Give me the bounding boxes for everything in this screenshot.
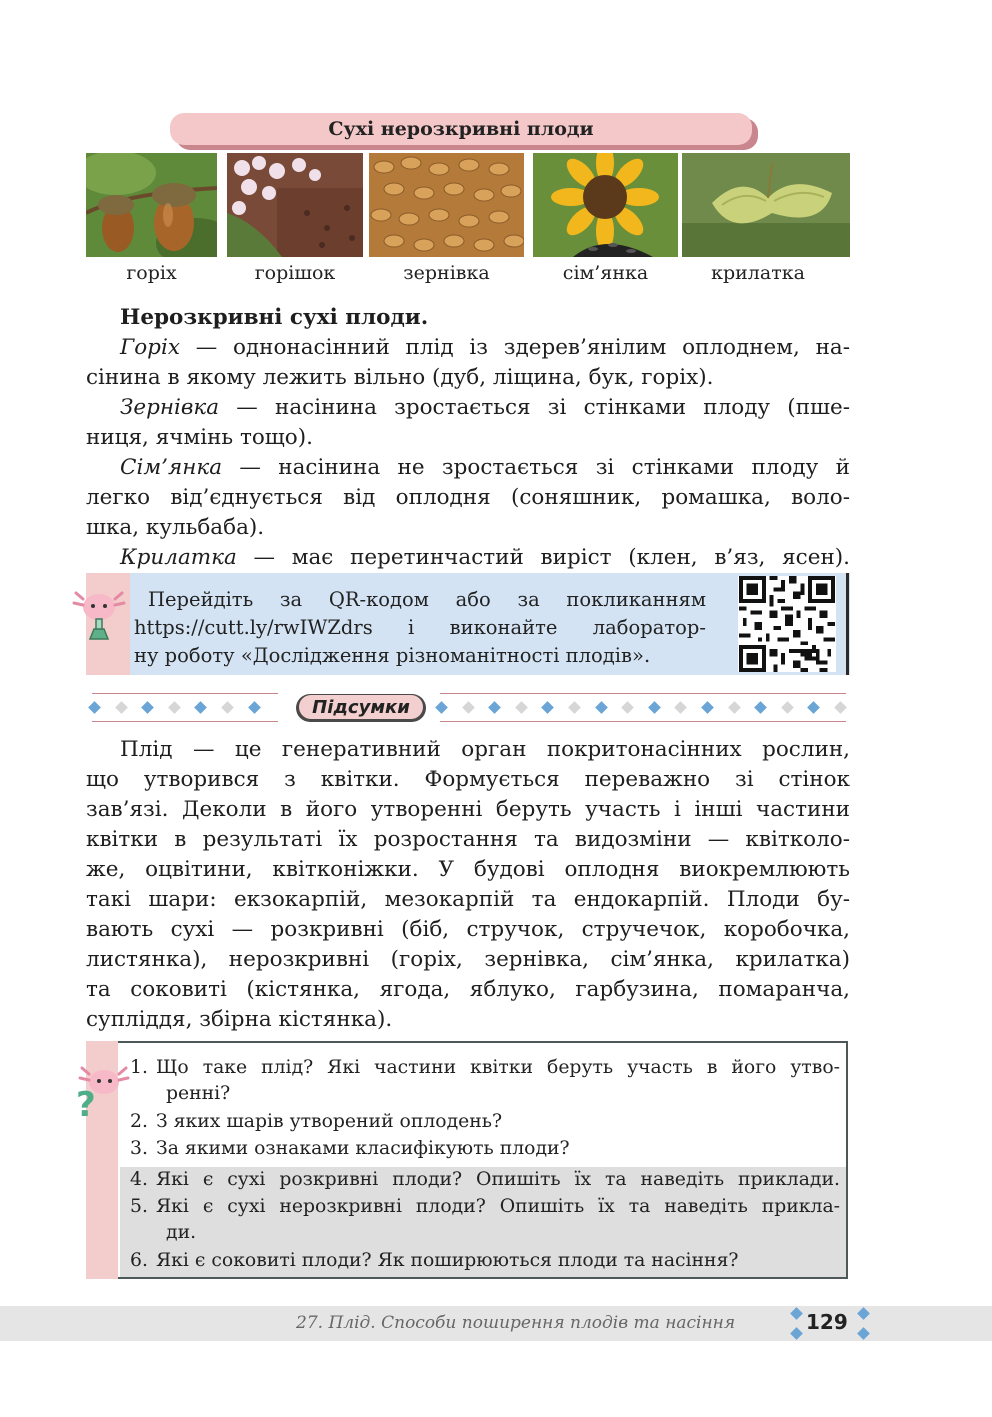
question-5: 5. Які є сухі нерозкривні плоди? Опишіть їх та наведіть прикла- [130,1196,840,1217]
divider-diamond [515,701,528,714]
summary-line: листянка), нерозкривні (горіх, зернівка, сім’янка, крилатка) [86,947,850,972]
definition-nut-cont: сінина в якому лежить вільно (дуб, ліщина, бук, горіх). [86,365,714,390]
photo-acorn [86,153,217,257]
photo-samara [682,153,850,257]
divider-diamond [834,701,847,714]
qr-line-1: Перейдіть за QR-кодом або за покликанням [148,588,706,611]
qr-line-3: ну роботу «Дослідження різноманітності плодів». [134,644,651,667]
summary-line: зав’язі. Деколи в його утворенні беруть участь і інші частини [86,797,850,822]
caption-samara: крилатка [711,262,805,284]
divider-line [92,693,278,694]
photo-buckwheat [227,153,363,257]
divider-diamond [88,701,101,714]
footer-chapter-title: 27. Плід. Способи поширення плодів та насіння [296,1313,736,1333]
divider-diamond [488,701,501,714]
divider-diamond [621,701,634,714]
definition-achene: Сім’янка — насінина не зростається зі стінками плоду й [120,455,850,480]
summary-line: же, оцвітини, квітконіжки. У будові оплодня виокремлюють [86,857,850,882]
divider-diamond [168,701,181,714]
definitions-heading: Нерозкривні сухі плоди. [120,305,429,330]
summary-line: що утворився з квітки. Формується переважно зі стінок [86,767,850,792]
definition-achene-cont: легко від’єднується від оплодня (соняшник, ромашка, воло- [86,485,850,510]
divider-diamond [115,701,128,714]
question-1: 1. Що таке плід? Які частини квітки беруть участь в його утво- [130,1057,840,1078]
question-5-cont: ди. [166,1222,197,1243]
summary-line: квітки в результаті їх розростання та видозміни — квітколо- [86,827,850,852]
caption-small-nut: горішок [254,262,336,284]
divider-diamond [674,701,687,714]
divider-diamond [701,701,714,714]
question-4: 4. Які є сухі розкривні плоди? Опишіть їх та наведіть приклади. [130,1169,840,1190]
question-2: 2. З яких шарів утворений оплодень? [130,1111,503,1132]
axolotl-question-icon [70,1062,130,1122]
divider-diamond [595,701,608,714]
divider-diamond [648,701,661,714]
divider-diamond [221,701,234,714]
svg-text:?: ? [76,1085,96,1122]
caption-grain: зернівка [403,262,490,284]
summary-line: супліддя, збірна кістянка). [86,1007,393,1032]
summary-line: Плід — це генеративний орган покритонасінних рослин, [120,737,850,762]
summary-line: та соковиті (кістянка, ягода, яблуко, гарбузина, помаранча, [86,977,850,1002]
divider-line [440,693,846,694]
qr-block-edge [846,573,849,675]
definition-samara: Крилатка — має перетинчастий виріст (клен, в’яз, ясен). [120,545,850,570]
definition-achene-cont2: шка, кульбаба). [86,515,265,540]
question-6: 6. Які є соковиті плоди? Як поширюються плоди та насіння? [130,1250,739,1271]
axolotl-lab-icon [70,585,128,643]
question-1-cont: ренні? [166,1083,231,1104]
question-3: 3. За якими ознаками класифікують плоди? [130,1138,570,1159]
summary-label: Підсумки [299,695,423,719]
divider-line [440,721,846,722]
definition-grain-cont: ниця, ячмінь тощо). [86,425,313,450]
caption-achene: сім’янка [562,262,649,284]
divider-diamond [194,701,207,714]
photo-sunflower [533,153,678,257]
page-number: 129 [806,1310,848,1334]
caption-nut: горіх [126,262,177,284]
qr-code[interactable] [738,576,836,672]
summary-line: вають сухі — розкривні (біб, стручок, стручечок, коробочка, [86,917,850,942]
divider-diamond [568,701,581,714]
divider-diamond [807,701,820,714]
divider-diamond [141,701,154,714]
divider-diamond [435,701,448,714]
definition-grain: Зернівка — насінина зростається зі стінками плоду (пше- [120,395,850,420]
divider-diamond [462,701,475,714]
divider-diamond [754,701,767,714]
divider-line [92,721,278,722]
definition-nut: Горіх — однонасінний плід із здерев’янілим оплоднем, на- [120,335,850,360]
divider-diamond [248,701,261,714]
qr-line-2[interactable]: https://cutt.ly/rwIWZdrs і виконайте лаборатор- [134,616,706,639]
divider-diamond [728,701,741,714]
summary-line: такі шари: екзокарпій, мезокарпій та ендокарпій. Плоди бу- [86,887,850,912]
section-banner: Сухі нерозкривні плоди [170,113,752,145]
divider-diamond [541,701,554,714]
qr-instructions [134,586,706,670]
photo-wheat-grain [369,153,524,257]
divider-diamond [781,701,794,714]
